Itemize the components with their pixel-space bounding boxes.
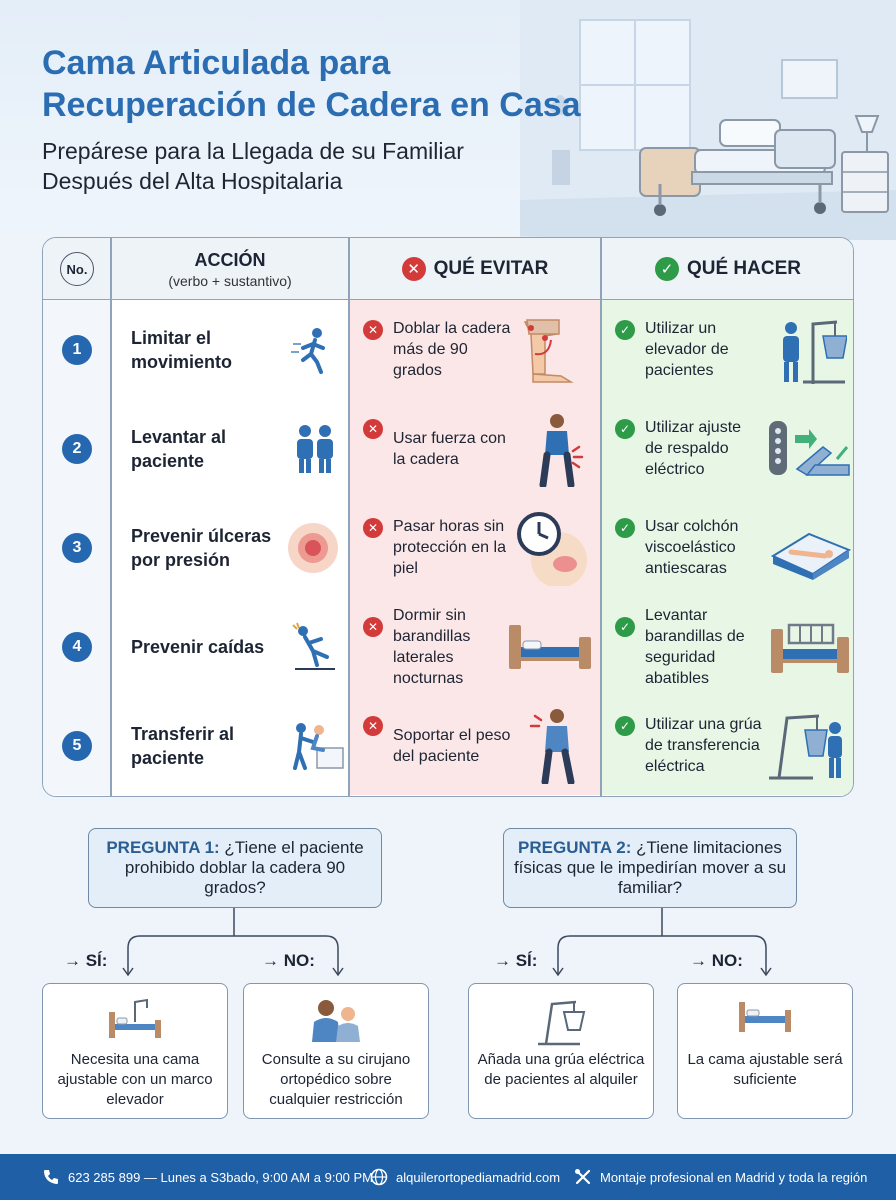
column-divider <box>110 238 112 797</box>
phone-icon <box>42 1168 60 1186</box>
header-action-sublabel: (verbo + sustantivo) <box>168 272 292 289</box>
globe-icon <box>370 1168 388 1186</box>
row-number-cell <box>43 696 111 795</box>
question-2-body: ¿Tiene limitaciones físicas que le impedirían mover a su familiar? <box>513 838 787 897</box>
header-no <box>43 238 111 300</box>
action-cell <box>111 597 349 696</box>
header-no-label: No. <box>60 252 94 286</box>
question-2-box <box>503 828 797 908</box>
bed-with-rails-icon <box>769 615 851 677</box>
action-text: Prevenir caídas <box>131 636 265 657</box>
strained-person-icon <box>529 708 587 784</box>
q1-no-result-text: Consulte a su cirujano ortopédico sobre cualquier restricción <box>261 1051 411 1108</box>
avoid-cell <box>349 696 601 795</box>
title-line-2: Recuperación de Cadera en Casa <box>42 86 581 124</box>
action-text: Levantar al paciente <box>131 426 227 471</box>
bed-frame-lift-icon <box>107 998 163 1040</box>
patient-transfer-icon <box>287 720 345 772</box>
question-1-body: ¿Tiene el paciente prohibido doblar la cadera 90 grados? <box>124 838 364 897</box>
action-cell <box>111 696 349 795</box>
check-circle-icon: ✓ <box>615 617 635 637</box>
action-cell <box>111 300 349 399</box>
walking-person-icon <box>291 326 337 374</box>
avoid-text: Dormir sin barandillas laterales nocturnas <box>393 606 471 687</box>
header-avoid-label: QUÉ EVITAR <box>433 258 549 279</box>
q2-yes-result <box>468 983 654 1119</box>
subtitle-line-1: Prepárese para la Llegada de su Familiar <box>42 138 464 164</box>
footer-website-text: alquilerortopediamadrid.com <box>396 1169 561 1185</box>
title-line-1: Cama Articulada para <box>42 44 391 82</box>
action-cell <box>111 399 349 498</box>
row-number-badge: 4 <box>62 632 92 662</box>
question-2-text <box>512 838 788 898</box>
doctor-and-patient-icon <box>308 998 364 1042</box>
q2-no-label: → NO: <box>690 951 743 970</box>
action-text: Transferir al paciente <box>131 723 235 768</box>
row-number-cell <box>43 498 111 597</box>
check-circle-icon: ✓ <box>615 320 635 340</box>
table-row <box>43 597 854 696</box>
header-action-label: ACCIÓN <box>194 249 266 270</box>
bed-without-rails-icon <box>507 619 593 673</box>
x-circle-icon: ✕ <box>363 617 383 637</box>
question-2-label: PREGUNTA 2: <box>518 838 632 857</box>
pressure-ulcer-icon <box>287 522 339 574</box>
x-circle-icon: ✕ <box>363 518 383 538</box>
x-circle-icon: ✕ <box>363 716 383 736</box>
do-cell <box>601 597 854 696</box>
do-text: Usar colchón viscoelástico antiescaras <box>645 518 739 577</box>
q1-yes-result-text: Necesita una cama ajustable con un marco elevador <box>57 1051 213 1108</box>
check-circle-icon: ✓ <box>655 257 679 281</box>
avoid-text: Pasar horas sin protección en la piel <box>393 518 506 577</box>
q1-no-result <box>243 983 429 1119</box>
memory-foam-mattress-icon <box>769 516 851 580</box>
check-circle-icon: ✓ <box>615 518 635 538</box>
q2-no-result-text: La cama ajustable será suficiente <box>687 1051 843 1088</box>
do-text: Utilizar ajuste de respaldo eléctrico <box>645 419 742 478</box>
table-row <box>43 399 854 498</box>
q1-yes-label: → SÍ: <box>64 951 108 970</box>
subtitle-line-2: Después del Alta Hospitalaria <box>42 168 343 194</box>
table-header <box>43 238 854 300</box>
do-cell <box>601 498 854 597</box>
page-title <box>42 42 742 126</box>
q2-yes-label: → SÍ: <box>494 951 538 970</box>
do-text: Utilizar un elevador de pacientes <box>645 320 729 379</box>
row-number-cell <box>43 399 111 498</box>
check-circle-icon: ✓ <box>615 716 635 736</box>
back-pain-person-icon <box>529 411 585 487</box>
do-text: Levantar barandillas de seguridad abatibles <box>645 606 745 687</box>
avoid-cell <box>349 399 601 498</box>
avoid-text: Soportar el peso del paciente <box>393 726 511 765</box>
action-table <box>42 237 854 797</box>
column-divider <box>348 238 350 797</box>
adjustable-bed-icon <box>737 998 793 1034</box>
row-number-badge: 3 <box>62 533 92 563</box>
avoid-cell <box>349 597 601 696</box>
question-1-text <box>97 838 373 898</box>
row-number-badge: 1 <box>62 335 92 365</box>
footer-bar <box>0 1154 896 1200</box>
row-number-badge: 5 <box>62 731 92 761</box>
footer-service <box>574 1154 867 1200</box>
action-text: Limitar el movimiento <box>131 327 233 372</box>
x-circle-icon: ✕ <box>402 257 426 281</box>
patient-lift-icon <box>773 314 847 386</box>
remote-and-backrest-icon <box>767 419 851 481</box>
footer-phone[interactable] <box>42 1154 373 1200</box>
footer-service-text: Montaje profesional en Madrid y toda la región <box>600 1169 868 1185</box>
action-cell <box>111 498 349 597</box>
tools-icon <box>574 1168 592 1186</box>
transfer-crane-icon <box>765 710 847 782</box>
row-number-cell <box>43 597 111 696</box>
decision-connectors <box>0 908 896 984</box>
header-action <box>111 238 349 300</box>
header-do <box>601 238 854 300</box>
header-avoid <box>349 238 601 300</box>
footer-website[interactable] <box>370 1154 560 1200</box>
q1-no-label: → NO: <box>262 951 315 970</box>
patient-lift-icon <box>536 998 586 1048</box>
x-circle-icon: ✕ <box>363 419 383 439</box>
bent-leg-icon <box>515 314 591 386</box>
avoid-cell <box>349 498 601 597</box>
row-number-cell <box>43 300 111 399</box>
page-subtitle <box>42 136 602 196</box>
do-cell <box>601 300 854 399</box>
footer-phone-text: 623 285 899 — Lunes a S3bado, 9:00 AM a 9:00 PM <box>68 1169 373 1185</box>
q2-yes-result-text: Añada una grúa eléctrica de pacientes al alquiler <box>477 1051 645 1088</box>
q2-no-result <box>677 983 853 1119</box>
clock-and-skin-icon <box>513 510 593 586</box>
avoid-text: Doblar la cadera más de 90 grados <box>393 320 511 379</box>
do-cell <box>601 696 854 795</box>
avoid-cell <box>349 300 601 399</box>
do-text: Utilizar una grúa de transferencia eléctrica <box>645 716 762 775</box>
do-cell <box>601 399 854 498</box>
header-do-label: QUÉ HACER <box>686 258 801 279</box>
table-row <box>43 498 854 597</box>
table-row <box>43 300 854 399</box>
table-row <box>43 696 854 795</box>
action-text: Prevenir úlceras por presión <box>131 525 272 570</box>
column-divider <box>600 238 602 797</box>
row-number-badge: 2 <box>62 434 92 464</box>
question-1-box <box>88 828 382 908</box>
x-circle-icon: ✕ <box>363 320 383 340</box>
two-people-icon <box>291 423 339 473</box>
check-circle-icon: ✓ <box>615 419 635 439</box>
avoid-text: Usar fuerza con la cadera <box>393 429 506 468</box>
falling-person-icon <box>291 621 337 671</box>
q1-yes-result <box>42 983 228 1119</box>
question-1-label: PREGUNTA 1: <box>106 838 220 857</box>
